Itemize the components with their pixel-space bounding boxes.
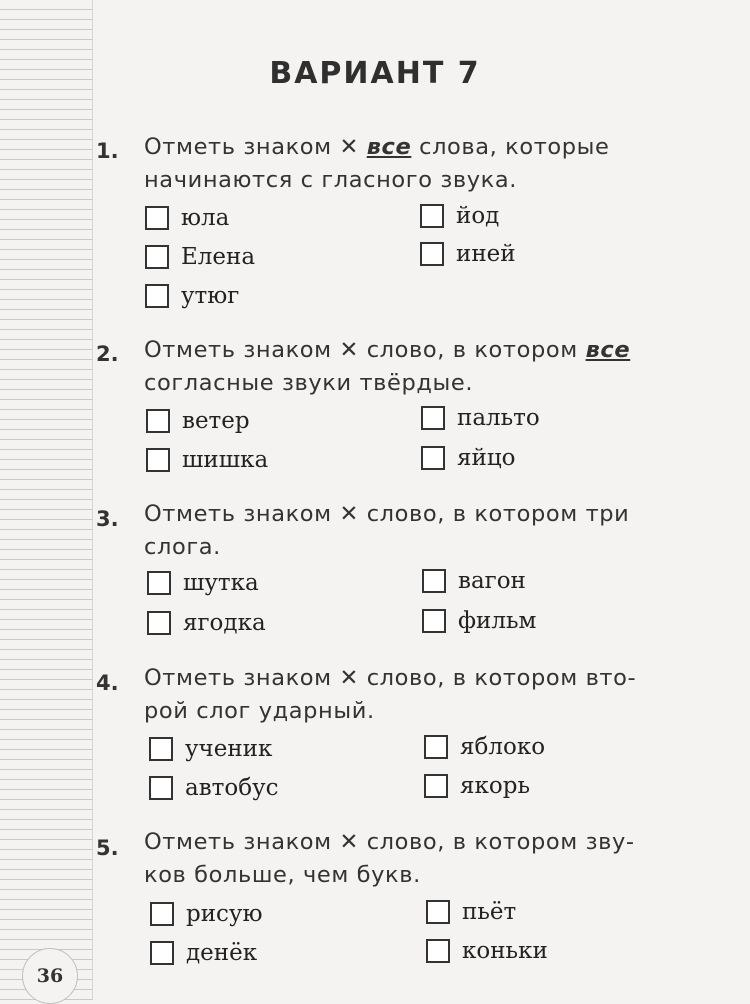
question-line-2: ков больше, чем букв.: [144, 862, 421, 888]
option-1-4[interactable]: [420, 241, 516, 267]
emphasis-word: все: [366, 134, 412, 160]
option-label: утюг: [181, 283, 240, 309]
task-question: [144, 498, 729, 564]
answer-checkbox[interactable]: [147, 571, 171, 595]
question-line-1: Отметь знаком ✕ слово, в котором все: [144, 337, 631, 363]
margin-divider: [92, 0, 93, 1000]
option-label: ветер: [182, 408, 250, 434]
option-2-2[interactable]: [421, 405, 540, 431]
answer-checkbox[interactable]: [146, 448, 170, 472]
task-number: 5.: [96, 836, 119, 860]
option-label: шишка: [182, 447, 269, 473]
answer-checkbox[interactable]: [426, 939, 450, 963]
option-label: якорь: [460, 773, 530, 799]
task-question: [144, 131, 729, 197]
task-number: 1.: [96, 139, 119, 163]
option-4-4[interactable]: [424, 773, 530, 799]
option-5-3[interactable]: [150, 940, 257, 966]
option-label: ягодка: [183, 610, 266, 636]
answer-checkbox[interactable]: [420, 204, 444, 228]
option-label: автобус: [185, 775, 279, 801]
option-4-2[interactable]: [424, 734, 545, 760]
question-line-2: начинаются с гласного звука.: [144, 167, 517, 193]
emphasis-word: все: [585, 337, 631, 363]
task-question: [144, 662, 729, 728]
option-1-5[interactable]: [145, 283, 239, 309]
option-label: вагон: [458, 568, 526, 594]
answer-checkbox[interactable]: [145, 284, 169, 308]
answer-checkbox[interactable]: [426, 900, 450, 924]
question-line-1: Отметь знаком ✕ слово, в котором три: [144, 501, 630, 527]
option-1-3[interactable]: [145, 244, 255, 270]
option-2-3[interactable]: [146, 447, 268, 473]
ruled-margin: [0, 0, 92, 1000]
option-1-2[interactable]: [420, 203, 499, 229]
answer-checkbox[interactable]: [145, 206, 169, 230]
option-3-4[interactable]: [422, 608, 536, 634]
option-2-1[interactable]: [146, 408, 250, 434]
option-5-1[interactable]: [150, 901, 263, 927]
option-label: денёк: [186, 940, 258, 966]
option-3-3[interactable]: [147, 610, 266, 636]
option-2-4[interactable]: [421, 445, 515, 471]
task-question: [144, 334, 729, 400]
option-5-2[interactable]: [426, 899, 516, 925]
answer-checkbox[interactable]: [421, 446, 445, 470]
option-label: пьёт: [462, 899, 517, 925]
option-label: ученик: [185, 736, 273, 762]
task-number: 2.: [96, 342, 119, 366]
answer-checkbox[interactable]: [424, 735, 448, 759]
option-4-1[interactable]: [149, 736, 272, 762]
answer-checkbox[interactable]: [145, 245, 169, 269]
option-label: яйцо: [457, 445, 516, 471]
option-label: Елена: [181, 244, 256, 270]
answer-checkbox[interactable]: [150, 902, 174, 926]
answer-checkbox[interactable]: [149, 737, 173, 761]
question-line-1: Отметь знаком ✕ все слова, которые: [144, 134, 610, 160]
question-line-2: слога.: [144, 534, 221, 560]
answer-checkbox[interactable]: [149, 776, 173, 800]
option-label: коньки: [462, 938, 548, 964]
option-5-4[interactable]: [426, 938, 548, 964]
option-label: рисую: [186, 901, 263, 927]
question-line-1: Отметь знаком ✕ слово, в котором вто-: [144, 665, 637, 691]
answer-checkbox[interactable]: [421, 406, 445, 430]
answer-checkbox[interactable]: [147, 611, 171, 635]
question-line-1: Отметь знаком ✕ слово, в котором зву-: [144, 829, 635, 855]
option-label: шутка: [183, 570, 259, 596]
option-label: иней: [456, 241, 516, 267]
option-label: юла: [181, 205, 230, 231]
question-line-2: согласные звуки твёрдые.: [144, 370, 474, 396]
option-1-1[interactable]: [145, 205, 229, 231]
answer-checkbox[interactable]: [146, 409, 170, 433]
option-label: пальто: [457, 405, 540, 431]
page-title: ВАРИАНТ 7: [269, 56, 481, 91]
option-label: фильм: [458, 608, 537, 634]
option-3-1[interactable]: [147, 570, 259, 596]
page-number: 36: [22, 948, 78, 1004]
option-label: йод: [456, 203, 500, 229]
answer-checkbox[interactable]: [422, 609, 446, 633]
task-number: 3.: [96, 507, 119, 531]
question-line-2: рой слог ударный.: [144, 698, 375, 724]
option-label: яблоко: [460, 734, 546, 760]
task-question: [144, 826, 729, 892]
option-3-2[interactable]: [422, 568, 526, 594]
answer-checkbox[interactable]: [424, 774, 448, 798]
option-4-3[interactable]: [149, 775, 279, 801]
task-number: 4.: [96, 671, 119, 695]
answer-checkbox[interactable]: [420, 242, 444, 266]
answer-checkbox[interactable]: [150, 941, 174, 965]
answer-checkbox[interactable]: [422, 569, 446, 593]
